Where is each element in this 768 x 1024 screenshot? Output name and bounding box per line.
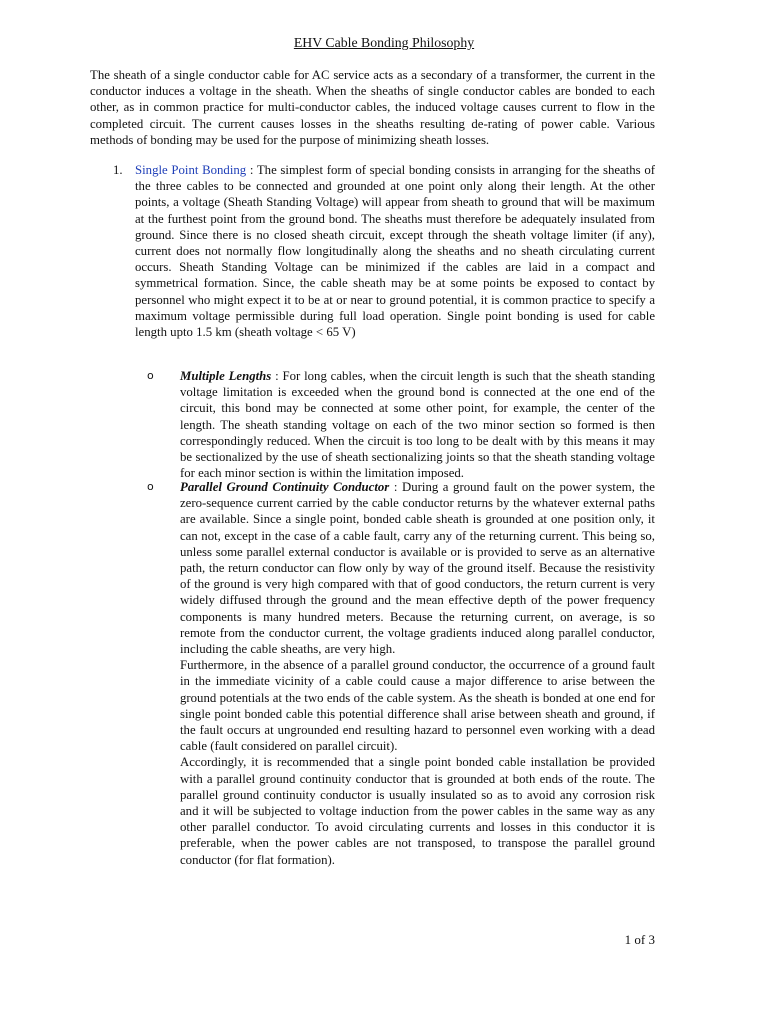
label-separator: : xyxy=(246,163,257,177)
subitem-multiple-lengths xyxy=(147,368,655,481)
list-item-single-point-bonding xyxy=(135,162,655,340)
multiple-lengths-title: Multiple Lengths xyxy=(180,369,272,383)
numbered-list xyxy=(113,162,655,340)
intro-paragraph: The sheath of a single conductor cable for AC service acts as a secondary of a transformer, the current in the conductor induces a voltage in the sheath. When the sheaths of single conductor cables are bonded to each other, as in common practice for multi-conductor cables, the induced voltage causes current to flow in the completed circuit. The current causes losses in the sheaths resulting de-rating of power cable. Various methods of bonding may be used for the purpose of minimizing sheath losses. xyxy=(90,68,655,147)
subitem-separator: : xyxy=(389,480,402,494)
subitem-separator: : xyxy=(271,369,283,383)
parallel-ground-paragraph-3: Accordingly, it is recommended that a single point bonded cable installation be provided with a parallel ground continuity conductor that is grounded at both ends of the route. The parallel ground continuity conductor is usually insulated so as to avoid any corrosion risk and it will be subjected to voltage induction from the power cables in the same way as any other parallel conductor. To avoid circulating currents and losses in this conductor it is preferable, when the power cables are not transposed, to transpose the parallel ground conductor (for flat formation). xyxy=(180,755,655,867)
parallel-ground-text: During a ground fault on the power system, the zero-sequence current carried by the cable conductor returns by the whatever external paths are available. Since a single point, bonded cable sheath is grounded at one position only, it can not, except in the case of a cable fault, carry any of the returning current. This being so, unless some parallel external conductor is available or is provided to serve as an alternative path, the return conductor can flow only by way of the ground itself. Because the resistivity of the ground is very high compared with that of good conductors, the return current is very widely diffused through the ground and the mean effective depth of the power frequency components is many hundred meters. Because the returning current, on average, is so remote from the conductor current, the voltage gradients induced along parallel conductor, including the cable sheaths, are very high. xyxy=(180,480,655,657)
multiple-lengths-text: For long cables, when the circuit length is such that the sheath standing voltage limitation is exceeded when the ground bond is connected at the one end of the circuit, this bond may be connected at some other point, for example, the center of the length. The sheath standing voltage on each of the two minor section so formed is then correspondingly reduced. When the circuit is too long to be dealt with by this means it may be sectionalized by the use of sheath sectionalizing joints so that the sheath standing voltage for each minor section is within the limitation imposed. xyxy=(180,369,655,481)
single-point-bonding-text: The simplest form of special bonding consists in arranging for the sheaths of the three cables to be connected and grounded at one point only along their length. At the other points, a voltage (Sheath Standing Voltage) will appear from sheath to ground that will be maximum at the furthest point from the ground bond. The sheaths must therefore be adequately insulated from ground. Since there is no closed sheath circuit, except through the sheath voltage limiter (if any), current does not normally flow longitudinally along the sheaths and no sheath circulating current occurs. Sheath Standing Voltage can be minimized if the cables are laid in a compact and symmetrical formation. Since, the cable sheath may be at some points be exposed to contact by personnel who might expect it to be at or near to ground potential, it is common practice to specify a maximum voltage permissible during full load operation. Single point bonding is used for cable length upto 1.5 km (sheath voltage < 65 V) xyxy=(135,163,655,340)
bullet-icon: o xyxy=(147,369,154,382)
parallel-ground-paragraph-2: Furthermore, in the absence of a parallel ground conductor, the occurrence of a ground fault in the immediate vicinity of a cable could cause a major difference to arise between the ground potentials at the two ends of the cable system. As the sheath is bonded at one end for single point bonded cable this potential difference shall arise between sheath and ground, if the fault occurs at ungrounded end resulting hazard to personnel even working with a dead cable (fault considered on parallel circuit). xyxy=(180,658,655,754)
single-point-bonding-label: Single Point Bonding xyxy=(135,163,247,177)
bullet-icon: o xyxy=(147,480,154,493)
document-title: EHV Cable Bonding Philosophy xyxy=(293,35,475,50)
parallel-ground-title: Parallel Ground Continuity Conductor xyxy=(180,480,390,494)
page-number: 1 of 3 xyxy=(624,932,655,947)
list-item-number: 1. xyxy=(113,163,123,177)
subitem-parallel-ground-continuity xyxy=(147,479,655,868)
